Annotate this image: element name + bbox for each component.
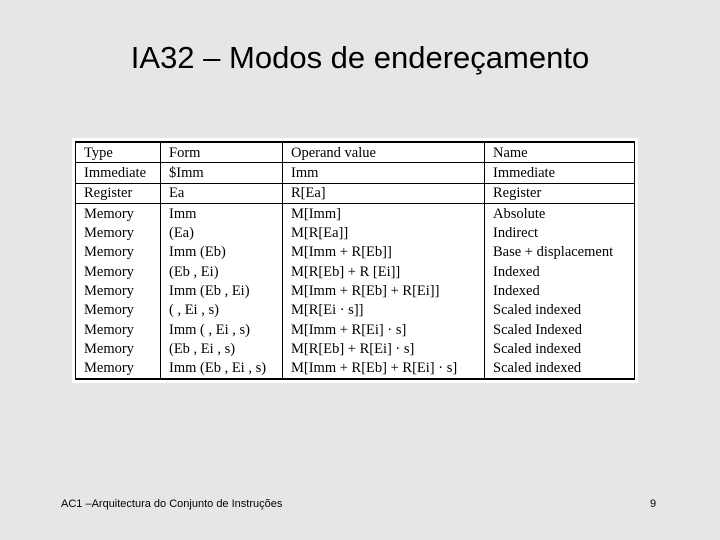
cell-form: (Eb , Ei) bbox=[161, 262, 283, 281]
cell-operand-value: M[R[Eb] + R [Ei]] bbox=[283, 262, 485, 281]
cell-form: (Ea) bbox=[161, 223, 283, 242]
cell-operand-value: M[R[Eb] + R[Ei] · s] bbox=[283, 339, 485, 358]
table-row bbox=[76, 204, 635, 224]
cell-name: Scaled indexed bbox=[485, 359, 635, 379]
header-name: Name bbox=[485, 142, 635, 163]
table-row bbox=[76, 163, 635, 183]
cell-operand-value: M[Imm + R[Eb] + R[Ei]] bbox=[283, 281, 485, 300]
cell-form: $Imm bbox=[161, 163, 283, 183]
cell-name: Indexed bbox=[485, 281, 635, 300]
table-row bbox=[76, 183, 635, 203]
cell-operand-value: M[Imm + R[Ei] · s] bbox=[283, 320, 485, 339]
footer-course-name: AC1 –Arquitectura do Conjunto de Instruções bbox=[61, 498, 283, 510]
cell-name: Scaled Indexed bbox=[485, 320, 635, 339]
cell-name: Indexed bbox=[485, 262, 635, 281]
cell-form: Imm (Eb) bbox=[161, 243, 283, 262]
cell-type: Memory bbox=[76, 281, 161, 300]
cell-type: Memory bbox=[76, 359, 161, 379]
table-row bbox=[76, 262, 635, 281]
cell-name: Immediate bbox=[485, 163, 635, 183]
cell-type: Memory bbox=[76, 223, 161, 242]
cell-operand-value: M[Imm + R[Eb]] bbox=[283, 243, 485, 262]
cell-operand-value: R[Ea] bbox=[283, 183, 485, 203]
cell-type: Memory bbox=[76, 243, 161, 262]
cell-type: Memory bbox=[76, 320, 161, 339]
table-row bbox=[76, 359, 635, 379]
table-row bbox=[76, 243, 635, 262]
cell-operand-value: M[Imm + R[Eb] + R[Ei] · s] bbox=[283, 359, 485, 379]
table-header-row bbox=[76, 142, 635, 163]
page-number: 9 bbox=[650, 498, 657, 510]
cell-name: Absolute bbox=[485, 204, 635, 224]
cell-name: Register bbox=[485, 183, 635, 203]
cell-form: Ea bbox=[161, 183, 283, 203]
cell-name: Scaled indexed bbox=[485, 339, 635, 358]
cell-form: Imm bbox=[161, 204, 283, 224]
header-type: Type bbox=[76, 142, 161, 163]
cell-name: Base + displacement bbox=[485, 243, 635, 262]
table-row bbox=[76, 339, 635, 358]
cell-type: Immediate bbox=[76, 163, 161, 183]
cell-form: Imm ( , Ei , s) bbox=[161, 320, 283, 339]
table-row bbox=[76, 301, 635, 320]
cell-operand-value: M[Imm] bbox=[283, 204, 485, 224]
cell-form: (Eb , Ei , s) bbox=[161, 339, 283, 358]
cell-operand-value: Imm bbox=[283, 163, 485, 183]
table-row bbox=[76, 223, 635, 242]
addressing-modes-table-container bbox=[72, 138, 638, 383]
cell-form: Imm (Eb , Ei) bbox=[161, 281, 283, 300]
cell-name: Indirect bbox=[485, 223, 635, 242]
cell-form: ( , Ei , s) bbox=[161, 301, 283, 320]
header-operand-value: Operand value bbox=[283, 142, 485, 163]
cell-type: Register bbox=[76, 183, 161, 203]
addressing-modes-table bbox=[75, 141, 635, 380]
slide-title: IA32 – Modos de endereçamento bbox=[130, 40, 590, 75]
table-row bbox=[76, 320, 635, 339]
cell-operand-value: M[R[Ea]] bbox=[283, 223, 485, 242]
header-form: Form bbox=[161, 142, 283, 163]
cell-type: Memory bbox=[76, 339, 161, 358]
cell-operand-value: M[R[Ei · s]] bbox=[283, 301, 485, 320]
cell-form: Imm (Eb , Ei , s) bbox=[161, 359, 283, 379]
cell-type: Memory bbox=[76, 301, 161, 320]
cell-type: Memory bbox=[76, 262, 161, 281]
cell-name: Scaled indexed bbox=[485, 301, 635, 320]
cell-type: Memory bbox=[76, 204, 161, 224]
table-row bbox=[76, 281, 635, 300]
